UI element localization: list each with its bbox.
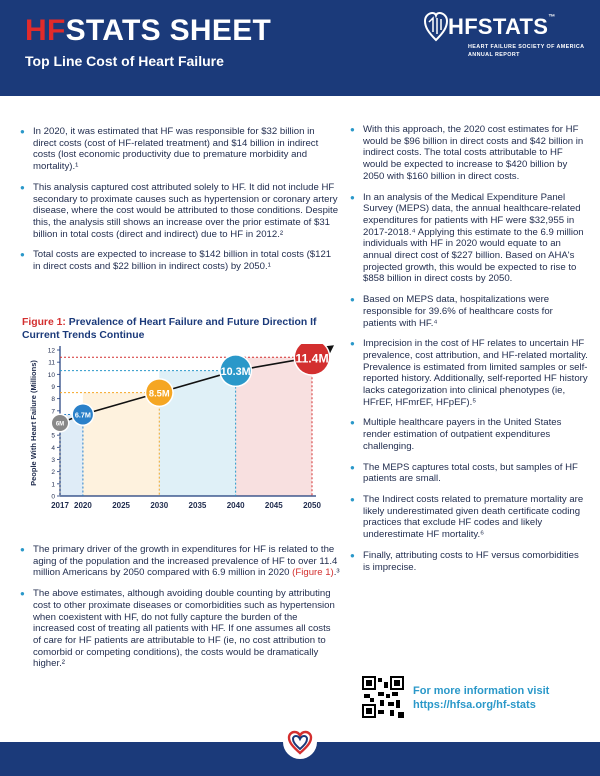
y-tick-label: 1 <box>51 481 55 489</box>
hfstats-logo <box>424 14 584 74</box>
x-tick-label: 2050 <box>303 501 321 510</box>
y-tick-label: 5 <box>51 432 55 440</box>
left-column-bullets <box>20 126 340 282</box>
y-tick-label: 7 <box>51 408 55 416</box>
y-axis-label: People With Heart Failure (Millions) <box>29 360 38 486</box>
data-label: 11.4M <box>295 351 329 366</box>
logo-wordmark: HFSTATS™ <box>448 14 556 39</box>
list-item: ● Multiple healthcare payers in the United States render estimation of outpatient expenditures challenging. <box>350 417 588 452</box>
list-item: ● Imprecision in the cost of HF relates to uncertain HF prevalence, cost attribution, and HF-related mortality. Prevalence is estimated from limited samples or self-reported history. Additionally, self-reported HF history lacks categorization into clinical phenotypes (ie, HFrEF, HFmrEF, HFpEF).⁵ <box>350 338 588 408</box>
x-tick-label: 2045 <box>264 501 283 510</box>
right-column-bullets <box>350 124 588 582</box>
header-banner <box>0 0 600 96</box>
x-tick-label: 2035 <box>188 501 207 510</box>
y-tick-label: 3 <box>51 457 55 464</box>
y-tick-label: 4 <box>51 444 55 452</box>
list-item: ● Finally, attributing costs to HF versus comorbidities is imprecise. <box>350 550 588 573</box>
chart-title: Figure 1: Prevalence of Heart Failure and Future Direction If Current Trends Continue <box>22 317 317 341</box>
list-item: ● In 2020, it was estimated that HF was responsible for $32 billion in direct costs (cost of HF-related treatment) and $14 billion in indirect costs (lost economic productivity due to premature morbidity and mortality).¹ <box>20 126 340 173</box>
data-label: 10.3M <box>220 366 251 379</box>
y-tick-label: 0 <box>51 493 55 501</box>
more-info <box>413 684 549 712</box>
y-tick-label: 12 <box>47 347 55 355</box>
more-info-label: For more information visit <box>413 685 550 697</box>
x-tick-label: 2030 <box>150 501 169 510</box>
list-item: ● Total costs are expected to increase to $142 billion in total costs ($121 in direct costs and $22 billion in indirect costs) by 2050.¹ <box>20 249 340 272</box>
y-tick-label: 2 <box>51 469 55 477</box>
left-column-bullets-lower <box>20 544 340 679</box>
list-item: ● In an analysis of the Medical Expenditure Panel Survey (MEPS) data, the annual healthcare-related expenditures for patients with HF were $32,955 in 2017-2018.⁴ Applying this estimate to the 6.9 million individuals with HF in 2020 would equate to an annual direct cost of $227 billion. Based on AHA's projected growth, this would be expected to rise to $858 billion in direct costs by 2050. <box>350 192 588 286</box>
list-item: ● The Indirect costs related to premature mortality are likely underestimated given death certificate coding practices that exclude HF codes and likely underestimate HF mortality.⁶ <box>350 494 588 541</box>
figure-1-chart <box>22 316 338 516</box>
y-tick-label: 8 <box>51 396 55 404</box>
y-tick-label: 10 <box>47 371 55 379</box>
x-tick-label: 2017 <box>51 501 69 510</box>
chart-band <box>83 393 159 496</box>
list-item: ● Based on MEPS data, hospitalizations were responsible for 39.6% of healthcare costs for patients with HF.⁴ <box>350 294 588 329</box>
list-item: ● With this approach, the 2020 cost estimates for HF would be $96 billion in direct costs and $42 billion in indirect costs. The total costs attributable to HF would be expected to increase to $420 billion by 2050 with $160 billion in direct costs. <box>350 124 588 183</box>
y-tick-label: 9 <box>51 384 55 391</box>
data-label: 6.7M <box>74 410 91 420</box>
qr-code-icon[interactable] <box>362 676 404 718</box>
x-tick-label: 2025 <box>112 501 130 510</box>
sheet-title: HFSTATS SHEET <box>25 14 272 47</box>
hfsa-heart-logo-icon <box>282 724 318 760</box>
chart-plot <box>22 344 338 540</box>
figure-1-reference[interactable]: (Figure 1) <box>292 567 334 579</box>
list-item: ● This analysis captured cost attributed solely to HF. It did not include HF secondary to proximate causes such as hypertension or coronary artery disease, where the cost would be attributed to those conditions. Despite this, the analysis still shows an increase over the prior estimate of $31 billion in total costs (direct and indirect) due to HF in 2012.² <box>20 182 340 241</box>
list-item: ● The MEPS captures total costs, but samples of HF patients are small. <box>350 462 588 485</box>
data-label: 6M <box>55 421 65 428</box>
heart-logo-icon <box>424 12 448 42</box>
y-tick-label: 11 <box>48 359 55 367</box>
x-tick-label: 2040 <box>226 501 245 510</box>
list-item: ● The above estimates, although avoiding double counting by attributing cost to other proximate diseases or comorbidities such as hypertension when coexistent with HF, do not fully capture the burden of the increased cost of treating all patients with HF. If one assumes all costs of care for HF patients are attributable to HF (ie, no cost attribution to comorbid or competing conditions), the costs would be dramatically higher.² <box>20 588 340 670</box>
sheet-subtitle: Top Line Cost of Heart Failure <box>25 53 224 69</box>
data-label: 8.5M <box>148 388 170 399</box>
more-info-link[interactable]: https://hfsa.org/hf-stats <box>413 699 536 711</box>
x-tick-label: 2020 <box>74 501 92 510</box>
list-item: ● The primary driver of the growth in expenditures for HF is related to the aging of the population and the increased prevalence of HF to over 11.4 million Americans by 2050 compared with 6.9 million in 2020 (Figure 1).³ <box>20 544 340 579</box>
logo-subtext: HEART FAILURE SOCIETY OF AMERICA ANNUAL REPORT <box>468 44 585 58</box>
